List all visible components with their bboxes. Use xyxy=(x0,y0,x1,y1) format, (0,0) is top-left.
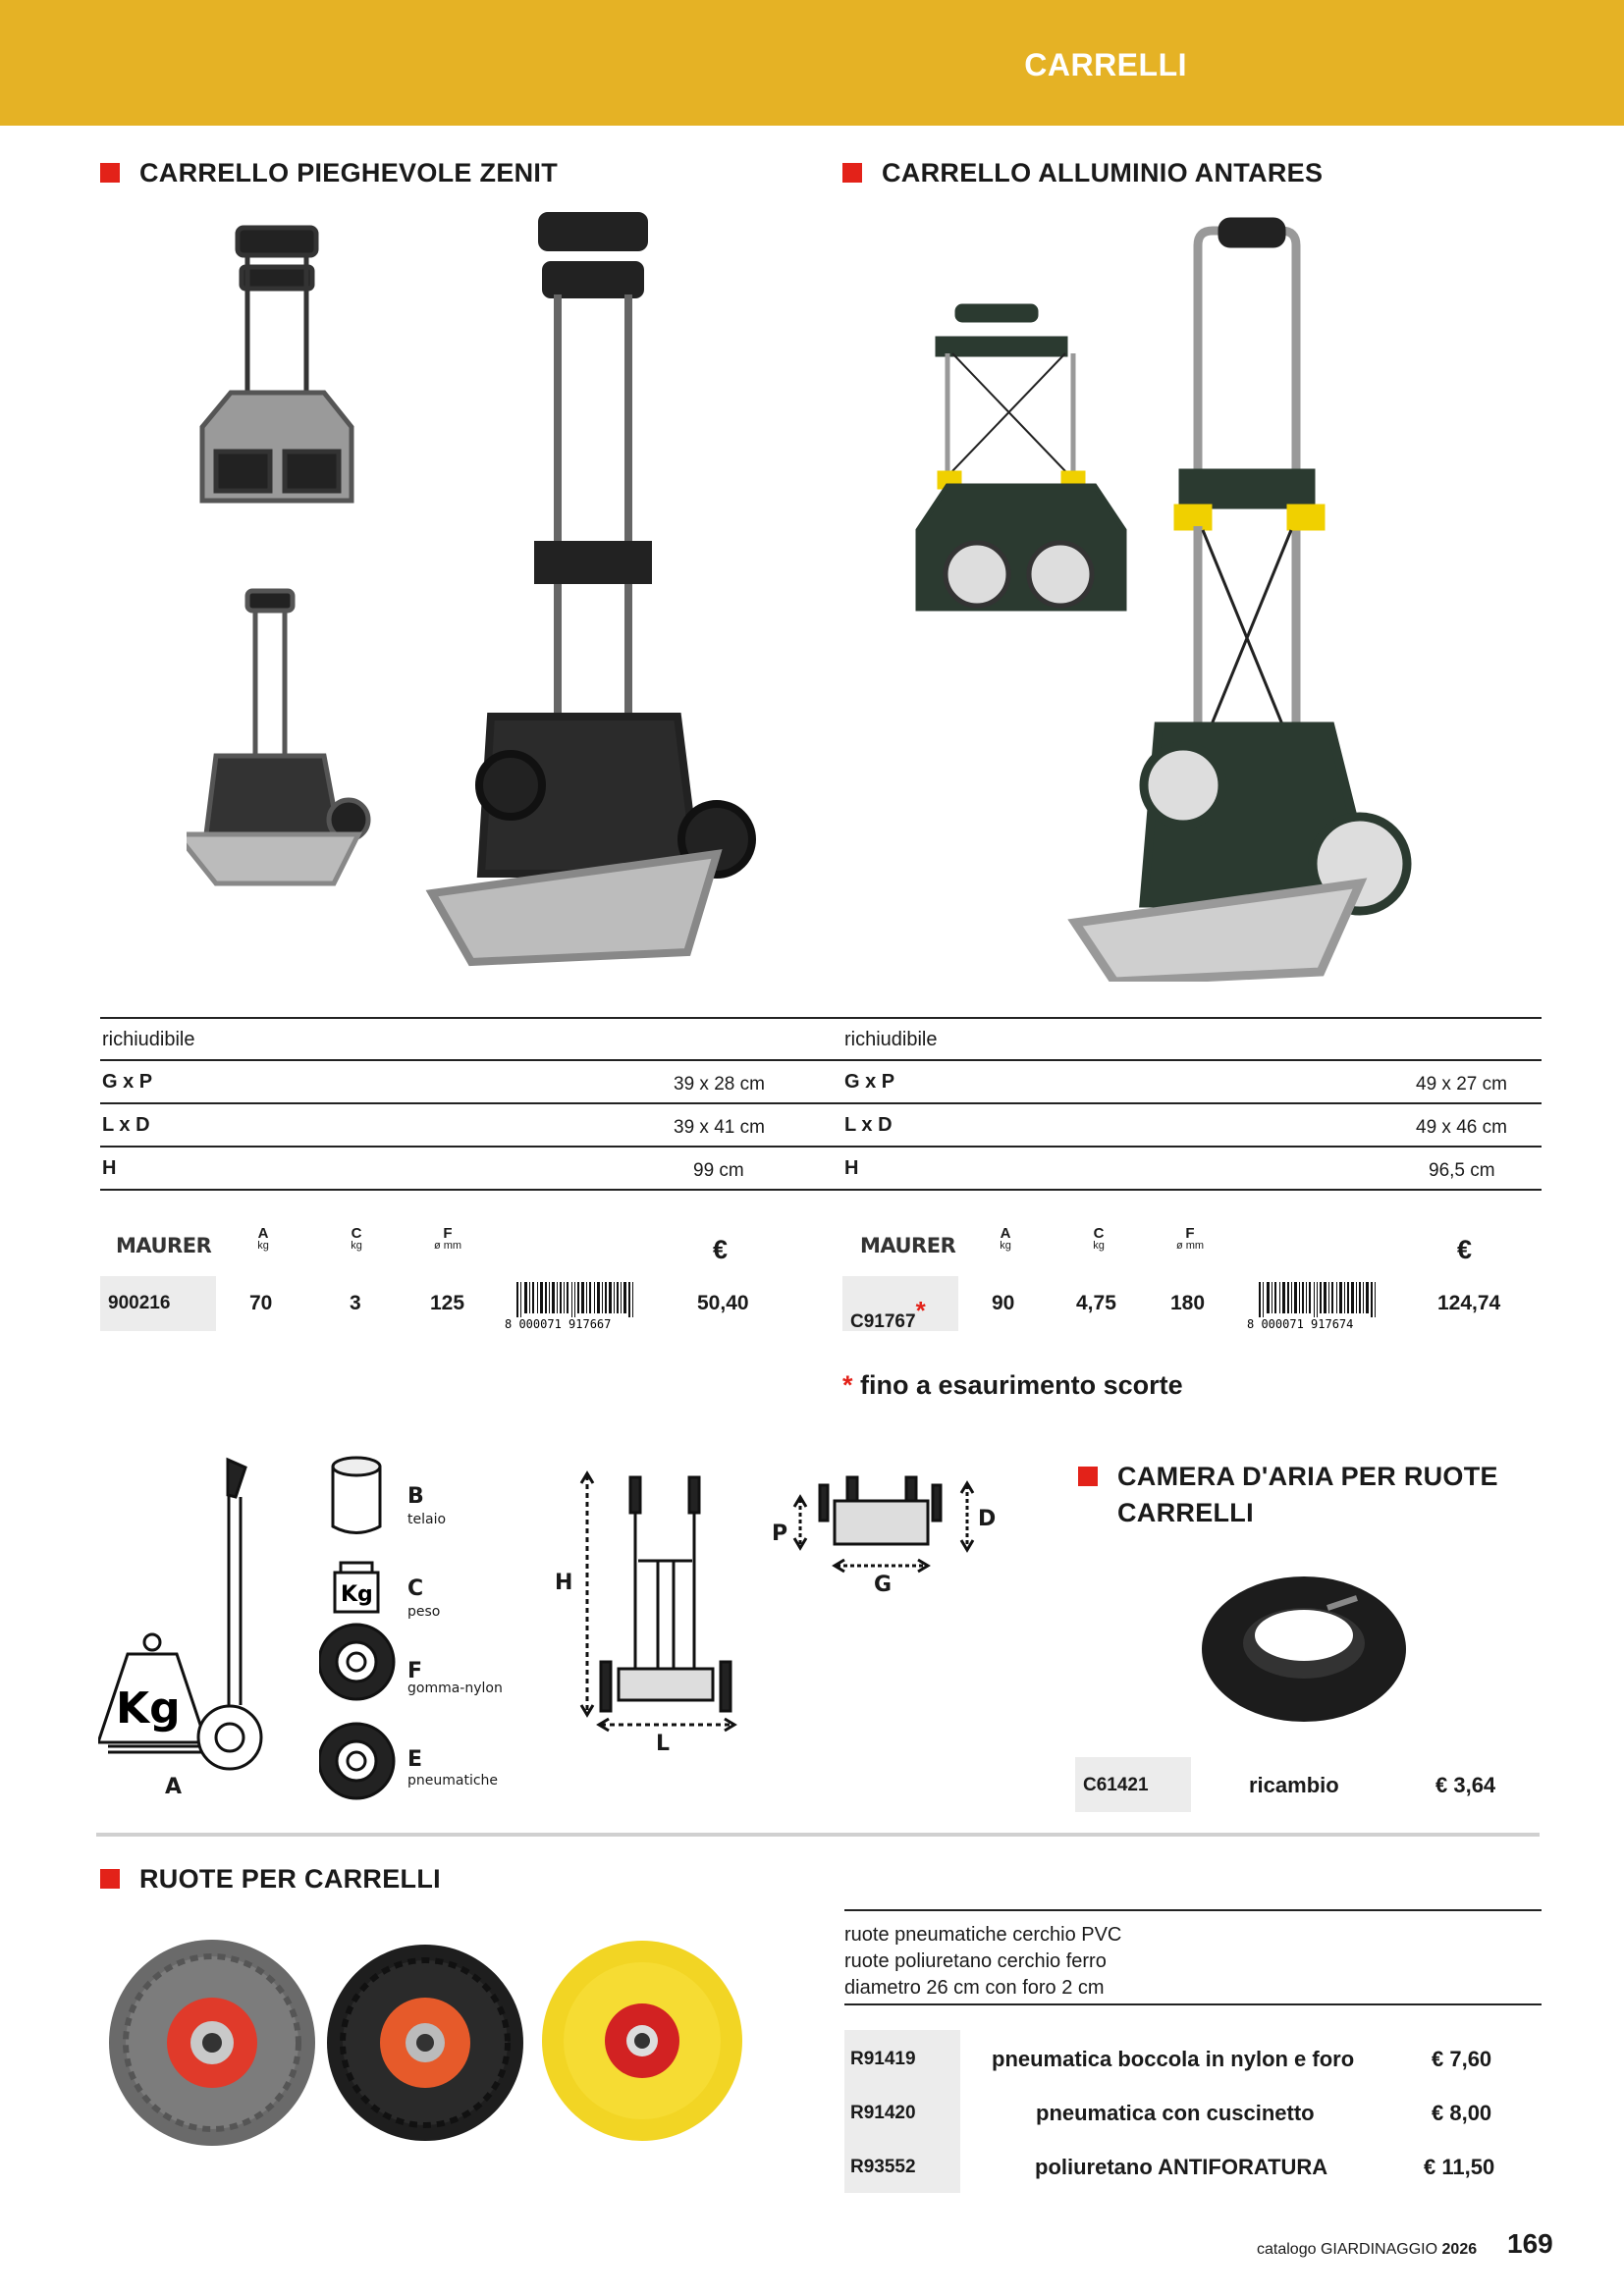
wheel-name: pneumatica con cuscinetto xyxy=(1036,2101,1315,2125)
black-pneumatic-wheel xyxy=(327,1945,523,2141)
spec-row: L x D 49 x 46 cm xyxy=(842,1104,1542,1148)
section-divider xyxy=(96,1833,1540,1837)
bullet-square-icon xyxy=(1078,1467,1098,1486)
wheel-price: € 11,50 xyxy=(1424,2155,1495,2179)
zenit-description: richiudibile xyxy=(100,1017,846,1061)
legend-icons xyxy=(319,1453,398,1801)
zenit-folded-illustration xyxy=(202,228,352,501)
product-title-antares: CARRELLO ALLUMINIO ANTARES xyxy=(842,155,1323,191)
dim-l-label: L xyxy=(656,1732,671,1756)
column-header-a: A kg xyxy=(257,1225,269,1252)
spec-row: G x P 49 x 27 cm xyxy=(842,1061,1542,1104)
legend-e-letter: E xyxy=(407,1747,423,1772)
brand-logo: MAURER xyxy=(116,1234,212,1257)
inner-tube-image xyxy=(1200,1569,1408,1726)
spec-row: L x D 39 x 41 cm xyxy=(100,1104,846,1148)
bullet-square-icon xyxy=(100,1869,120,1889)
barcode-bars xyxy=(516,1282,633,1317)
antares-folded-illustration xyxy=(918,306,1124,609)
yellow-polyurethane-wheel xyxy=(542,1941,742,2141)
brand-logo: MAURER xyxy=(860,1234,956,1257)
dim-g-label: G xyxy=(874,1573,893,1597)
legend-f-letter: F xyxy=(407,1659,423,1683)
price: 50,40 xyxy=(697,1292,749,1314)
page-title: CARRELLI xyxy=(1024,47,1187,82)
currency-symbol: € xyxy=(713,1235,729,1264)
spec-row: H 96,5 cm xyxy=(842,1148,1542,1191)
dimension-diagram-front xyxy=(579,1468,746,1752)
bullet-square-icon xyxy=(100,163,120,183)
grey-pneumatic-wheel xyxy=(109,1940,315,2146)
legend-e-text: pneumatiche xyxy=(407,1773,499,1789)
wheels-description: ruote pneumatiche cerchio PVC ruote poliuretano cerchio ferro diametro 26 cm con foro 2 cm xyxy=(844,1909,1542,2005)
zenit-spec-table xyxy=(100,1017,846,1191)
wheels-title: RUOTE PER CARRELLI xyxy=(100,1861,441,1897)
barcode-number: 8 000071 917667 xyxy=(505,1317,612,1329)
column-header-c: C kg xyxy=(351,1225,362,1252)
product-code: 900216 xyxy=(100,1276,216,1331)
value-a: 70 xyxy=(249,1292,273,1314)
antares-spec-table xyxy=(842,1017,1542,1191)
barcode xyxy=(1245,1280,1392,1329)
barcode-number: 8 000071 917674 xyxy=(1247,1317,1354,1329)
bullet-square-icon xyxy=(842,163,862,183)
column-header-a: A kg xyxy=(1000,1225,1011,1252)
value-a: 90 xyxy=(992,1292,1015,1314)
inner-tube-title: CAMERA D'ARIA PER RUOTE CARRELLI xyxy=(1078,1459,1498,1531)
barcode-bars xyxy=(1259,1282,1376,1317)
inner-tube-code: C61421 xyxy=(1083,1775,1149,1795)
weight-label: Kg xyxy=(116,1683,181,1734)
dim-h-label: H xyxy=(555,1571,573,1595)
value-f: 125 xyxy=(430,1292,465,1314)
wheel-price: € 8,00 xyxy=(1432,2101,1492,2125)
zenit-large-open-illustration xyxy=(432,216,752,962)
barcode xyxy=(503,1280,650,1329)
kg-icon-text: Kg xyxy=(341,1582,373,1607)
capacity-diagram xyxy=(98,1448,275,1801)
inner-tube-price: € 3,64 xyxy=(1435,1773,1496,1797)
dim-d-label: D xyxy=(978,1507,997,1531)
product-code: C91767* xyxy=(842,1276,958,1331)
wheel-code: R91420 xyxy=(850,2103,916,2123)
legend-b-text: telaio xyxy=(407,1512,447,1527)
legend-b-letter: B xyxy=(407,1484,424,1509)
spec-row: H 99 cm xyxy=(100,1148,846,1191)
product-title-zenit: CARRELLO PIEGHEVOLE ZENIT xyxy=(100,155,558,191)
stock-note: * fino a esaurimento scorte xyxy=(842,1370,1183,1400)
column-header-f: F ø mm xyxy=(433,1225,462,1252)
column-header-f: F ø mm xyxy=(1175,1225,1205,1252)
legend-f-text: gomma-nylon xyxy=(407,1681,503,1696)
wheel-code: R91419 xyxy=(850,2049,916,2069)
header-bar xyxy=(0,0,1624,126)
spec-row: G x P 39 x 28 cm xyxy=(100,1061,846,1104)
wheel-price: € 7,60 xyxy=(1432,2047,1492,2071)
legend-c-text: peso xyxy=(407,1604,441,1620)
zenit-trolley-image xyxy=(187,206,776,972)
antares-description: richiudibile xyxy=(842,1017,1542,1061)
dimension-diagram-top xyxy=(785,1468,992,1585)
page-number: 169 xyxy=(1507,2228,1553,2259)
wheel-name: poliuretano ANTIFORATURA xyxy=(1035,2155,1328,2179)
column-header-c: C kg xyxy=(1093,1225,1105,1252)
zenit-small-open-illustration xyxy=(187,591,368,883)
footer-catalog: catalogo GIARDINAGGIO 2026 xyxy=(1257,2241,1478,2258)
value-f: 180 xyxy=(1170,1292,1206,1314)
currency-symbol: € xyxy=(1457,1235,1473,1264)
inner-tube-label: ricambio xyxy=(1249,1773,1339,1797)
antares-trolley-image xyxy=(898,216,1488,982)
value-c: 3 xyxy=(350,1292,361,1314)
wheel-code: R93552 xyxy=(850,2157,916,2177)
legend-a-label: A xyxy=(165,1775,183,1799)
wheel-name: pneumatica boccola in nylon e foro xyxy=(992,2047,1355,2071)
price: 124,74 xyxy=(1437,1292,1501,1314)
legend-c-letter: C xyxy=(407,1576,424,1601)
dim-p-label: P xyxy=(772,1522,788,1546)
wheels-image xyxy=(104,1940,782,2146)
value-c: 4,75 xyxy=(1076,1292,1116,1314)
